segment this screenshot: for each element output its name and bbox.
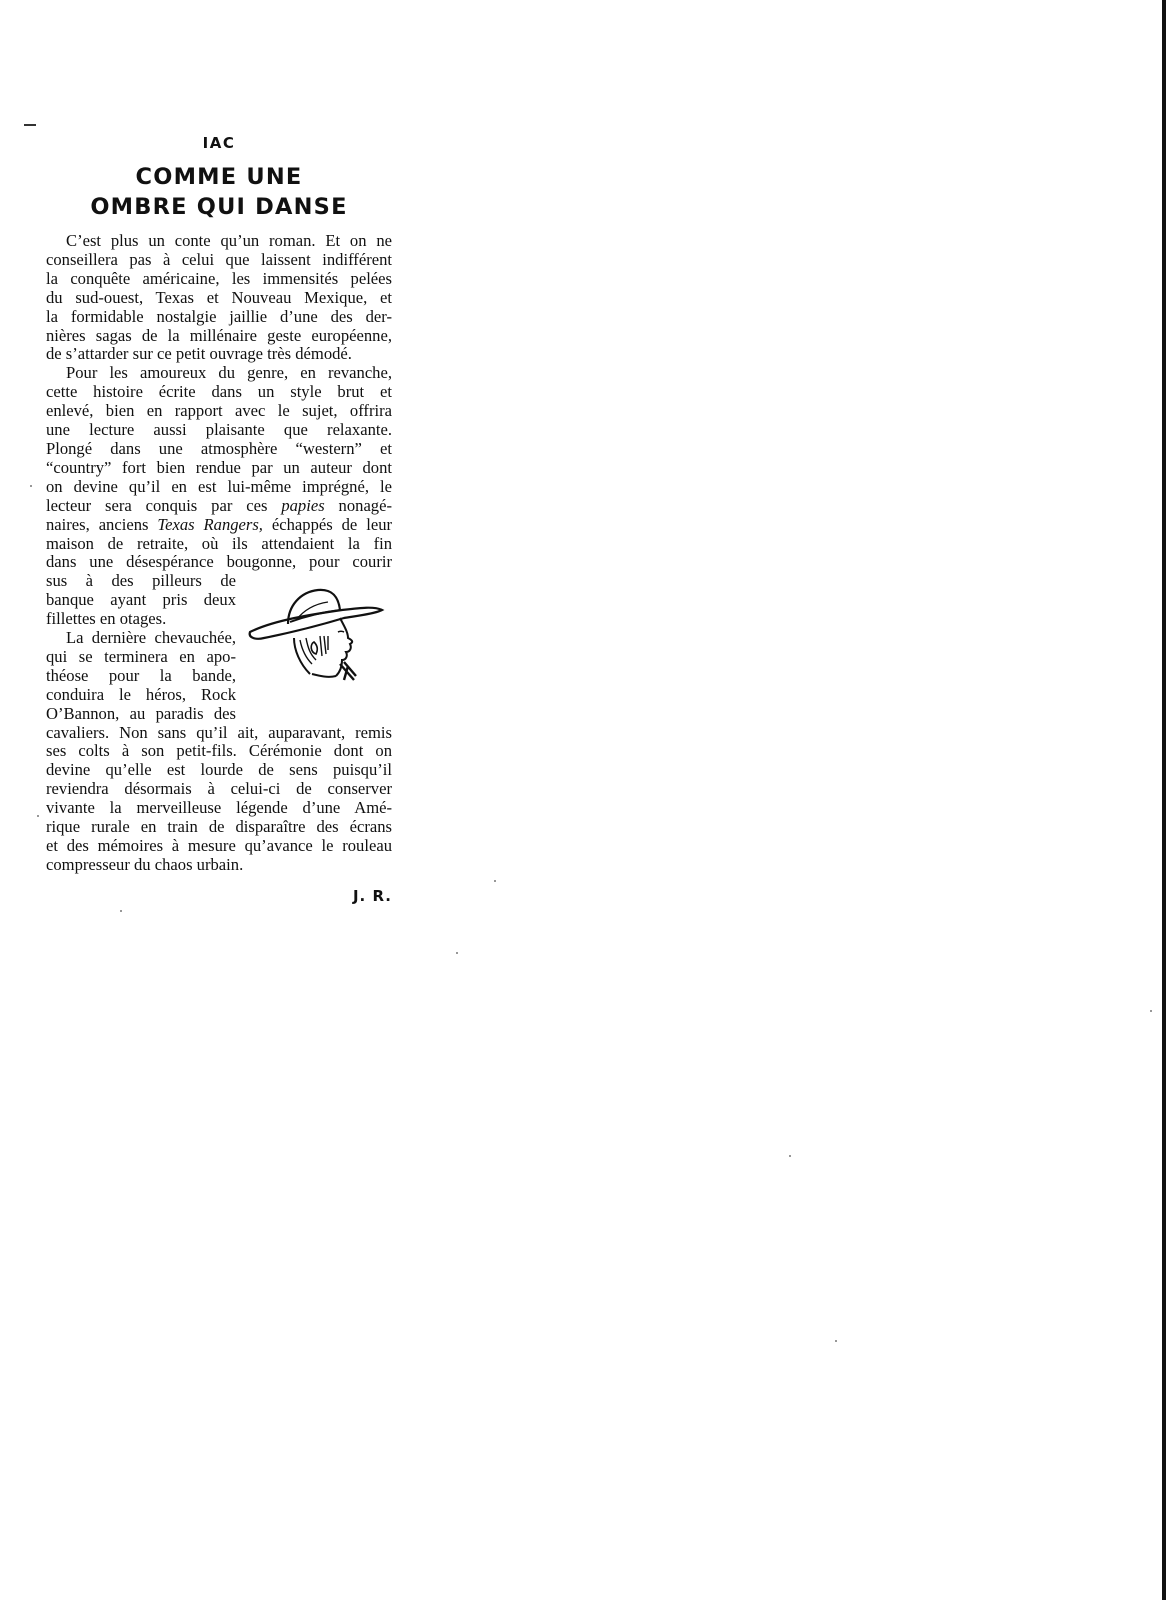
text-line: conduira le héros, Rock: [46, 684, 236, 704]
text-line: compresseur du chaos urbain.: [46, 854, 244, 874]
author-signature: J. R.: [352, 886, 392, 905]
text-line: nières sagas de la millénaire geste européenne,: [46, 325, 392, 345]
text-line: vivante la merveilleuse légende d’une Amé-: [46, 798, 392, 818]
scan-speck: [37, 815, 39, 817]
scan-speck: [120, 910, 122, 912]
text-line: Pour les amoureux du genre, en revanche,: [66, 363, 392, 383]
text-line: reviendra désormais à celui-ci de conserver: [46, 779, 392, 799]
text-line: ses colts à son petit-fils. Cérémonie dont on: [46, 741, 392, 761]
scan-speck: [1150, 1010, 1152, 1012]
text-fragment: naires, anciens: [46, 514, 158, 534]
text-line: qui se terminera en apo-: [46, 646, 236, 666]
italic-word: papies: [281, 495, 325, 515]
text-line: sus à des pilleurs de: [46, 571, 236, 591]
text-line: la conquête américaine, les immensités pelées: [46, 268, 392, 288]
article-body: [46, 232, 392, 875]
italic-word: Texas Rangers,: [157, 514, 263, 534]
text-line: de s’attarder sur ce petit ouvrage très démodé.: [46, 344, 352, 364]
paragraph-1: [46, 232, 392, 364]
text-line: cavaliers. Non sans qu’il ait, auparavant, remis: [46, 722, 392, 742]
scan-speck: [456, 952, 458, 954]
article-title: [46, 162, 392, 222]
article-kicker: IAC: [202, 134, 236, 152]
scan-edge: [1162, 0, 1166, 1600]
text-line: enlevé, bien en rapport avec le sujet, offrira: [46, 401, 392, 421]
text-line: C’est plus un conte qu’un roman. Et on ne: [66, 231, 392, 250]
article-title-line-1: COMME UNE: [135, 164, 303, 190]
article-title-line-2: OMBRE QUI DANSE: [90, 194, 348, 220]
text-line: O’Bannon, au paradis des: [46, 703, 236, 723]
text-line: “country” fort bien rendue par un auteur dont: [46, 457, 392, 477]
paragraph-3: [46, 724, 392, 875]
margin-mark: [24, 124, 36, 126]
text-line: banque ayant pris deux: [46, 590, 236, 610]
paragraph-2: [46, 364, 392, 572]
scan-speck: [789, 1155, 791, 1157]
scan-speck: [494, 880, 496, 882]
text-fragment: lecteur sera conquis par ces: [46, 495, 282, 515]
text-line: et des mémoires à mesure qu’avance le rouleau: [46, 836, 392, 855]
text-fragment: échappés de leur: [262, 514, 393, 534]
scan-speck: [835, 1340, 837, 1342]
text-fragment: nonagé-: [324, 495, 392, 515]
text-line: [46, 516, 392, 535]
article-column: [46, 132, 392, 905]
text-line: La dernière chevauchée,: [66, 628, 236, 648]
illustrated-section: [46, 572, 392, 723]
text-line: une lecture aussi plaisante que relaxante.: [46, 420, 392, 440]
text-line: du sud-ouest, Texas et Nouveau Mexique, et: [46, 287, 392, 307]
text-line: on devine qu’il en est lui-même imprégné, le: [46, 476, 392, 496]
text-line: conseillera pas à celui que laissent indifférent: [46, 249, 392, 269]
text-line: [46, 497, 392, 516]
text-line: dans une désespérance bougonne, pour courir: [46, 552, 392, 572]
cowboy-profile-icon: [244, 580, 386, 688]
text-line: fillettes en otages.: [46, 609, 167, 629]
text-line: la formidable nostalgie jaillie d’une des der-: [46, 306, 392, 326]
text-line: maison de retraite, où ils attendaient la fin: [46, 533, 392, 553]
text-line: rique rurale en train de disparaître des écrans: [46, 817, 392, 837]
text-line: cette histoire écrite dans un style brut et: [46, 382, 392, 402]
scan-speck: [30, 485, 32, 487]
text-line: devine qu’elle est lourde de sens puisqu’il: [46, 760, 392, 780]
text-line: théose pour la bande,: [46, 665, 236, 685]
text-line: Plongé dans une atmosphère “western” et: [46, 438, 392, 458]
